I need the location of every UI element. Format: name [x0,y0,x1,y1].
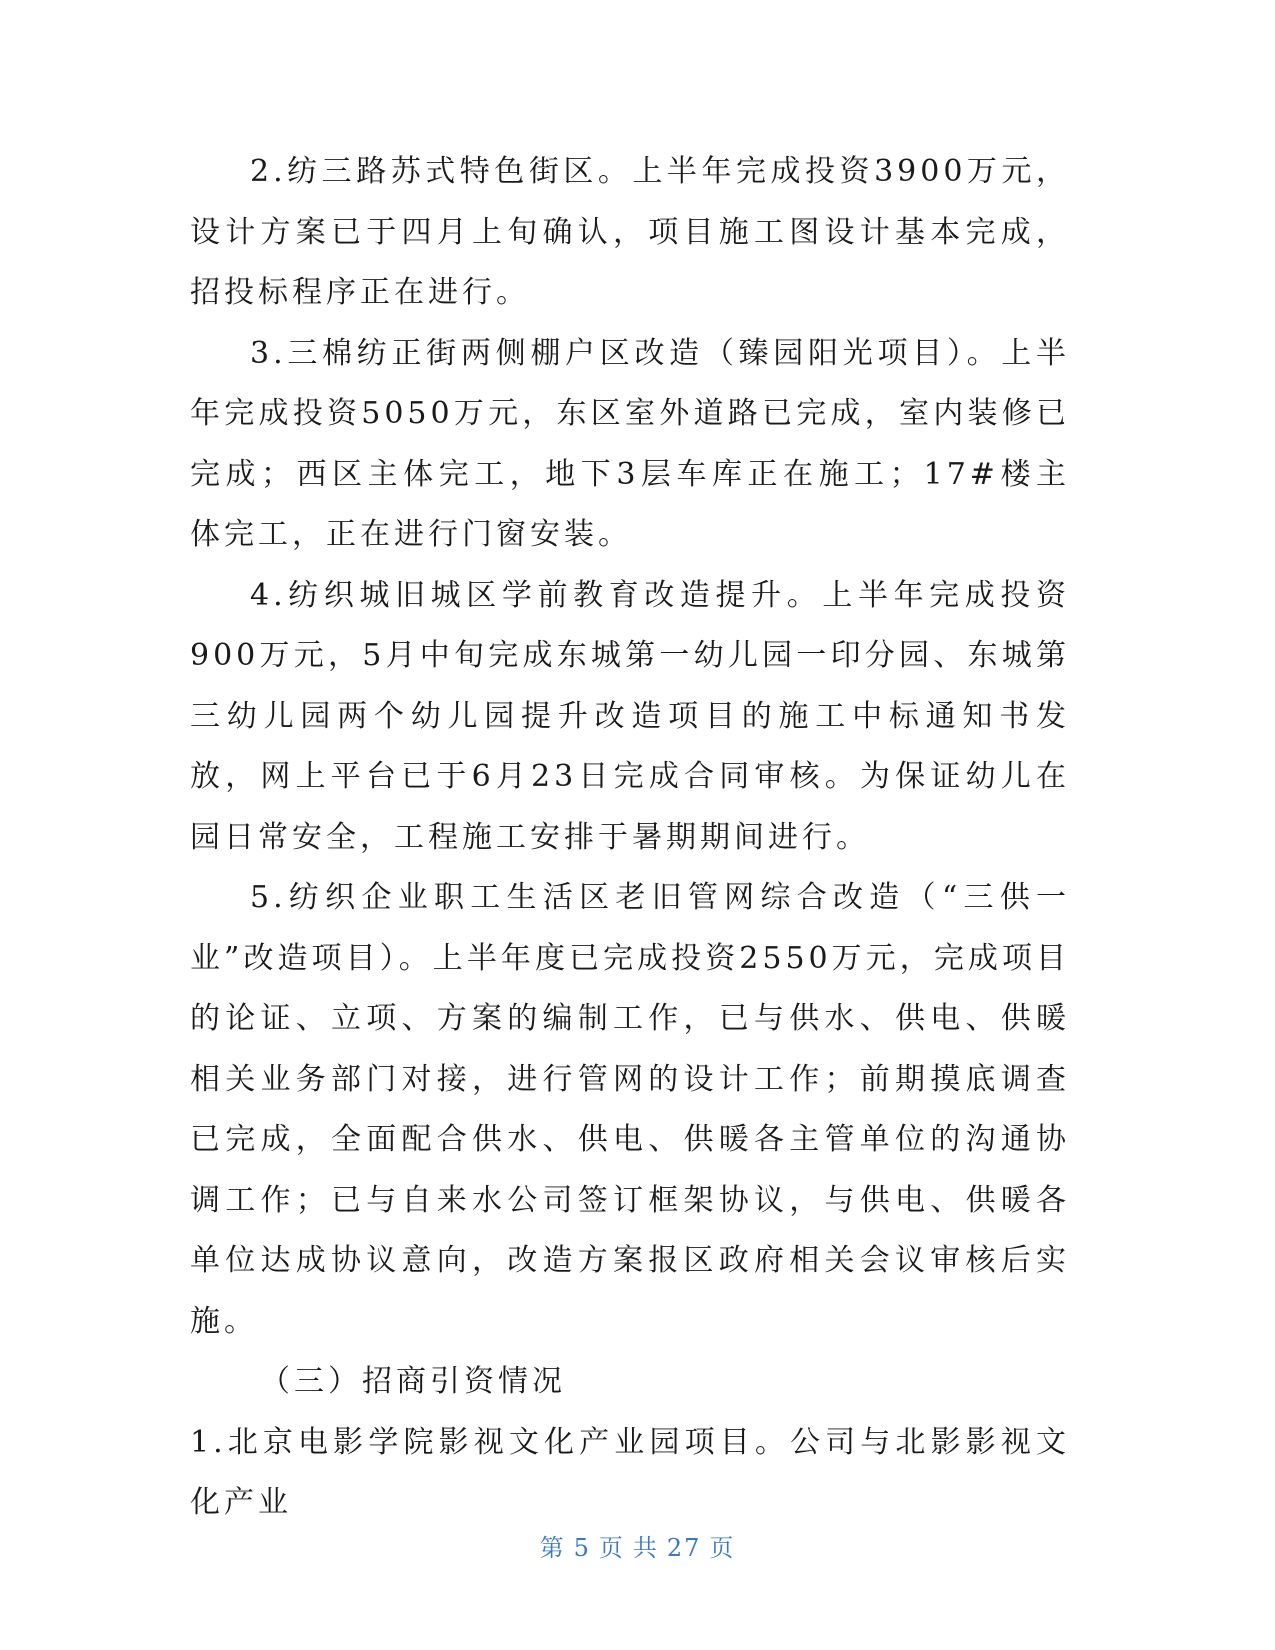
footer-total-pages: 27 [666,1534,702,1562]
paragraph-item-3: 3.三棉纺正街两侧棚户区改造（臻园阳光项目）。上半年完成投资5050万元，东区室外道路已完成，室内装修已完成；西区主体完工，地下3层车库正在施工；17#楼主体完工，正在进行门窗安装。 [190,335,1070,552]
document-body [190,142,1070,1534]
footer-word-page: 第 [539,1534,566,1562]
paragraph-item-5: 5.纺织企业职工生活区老旧管网综合改造（“三供一业”改造项目）。上半年度已完成投资2550万元，完成项目的论证、立项、方案的编制工作，已与供水、供电、供暖相关业务部门对接，进行管网的设计工作；前期摸底调查已完成，全面配合供水、供电、供暖各主管单位的沟通协调工作；已与自来水公司签订框架协议，与供电、供暖各单位达成协议意向，改造方案报区政府相关会议审核后实施。 [190,880,1070,1339]
paragraph-item-2: 2.纺三路苏式特色街区。上半年完成投资3900万元，设计方案已于四月上旬确认，项目施工图设计基本完成，招投标程序正在进行。 [190,154,1070,310]
page-footer [0,1528,1275,1563]
footer-word-total: 共 [632,1534,659,1562]
paragraph-item-4: 4.纺织城旧城区学前教育改造提升。上半年完成投资900万元，5月中旬完成东城第一幼儿园一印分园、东城第三幼儿园两个幼儿园提升改造项目的施工中标通知书发放，网上平台已于6月23日完成合同审核。为保证幼儿在园日常安全，工程施工安排于暑期期间进行。 [190,577,1070,855]
paragraph-project-1: 1.北京电影学院影视文化产业园项目。公司与北影影视文化产业 [190,1424,1070,1520]
footer-current-page: 5 [573,1534,591,1562]
footer-word-unit-2: 页 [709,1534,736,1562]
section-heading: （三）招商引资情况 [260,1364,566,1399]
footer-word-unit: 页 [598,1534,625,1562]
